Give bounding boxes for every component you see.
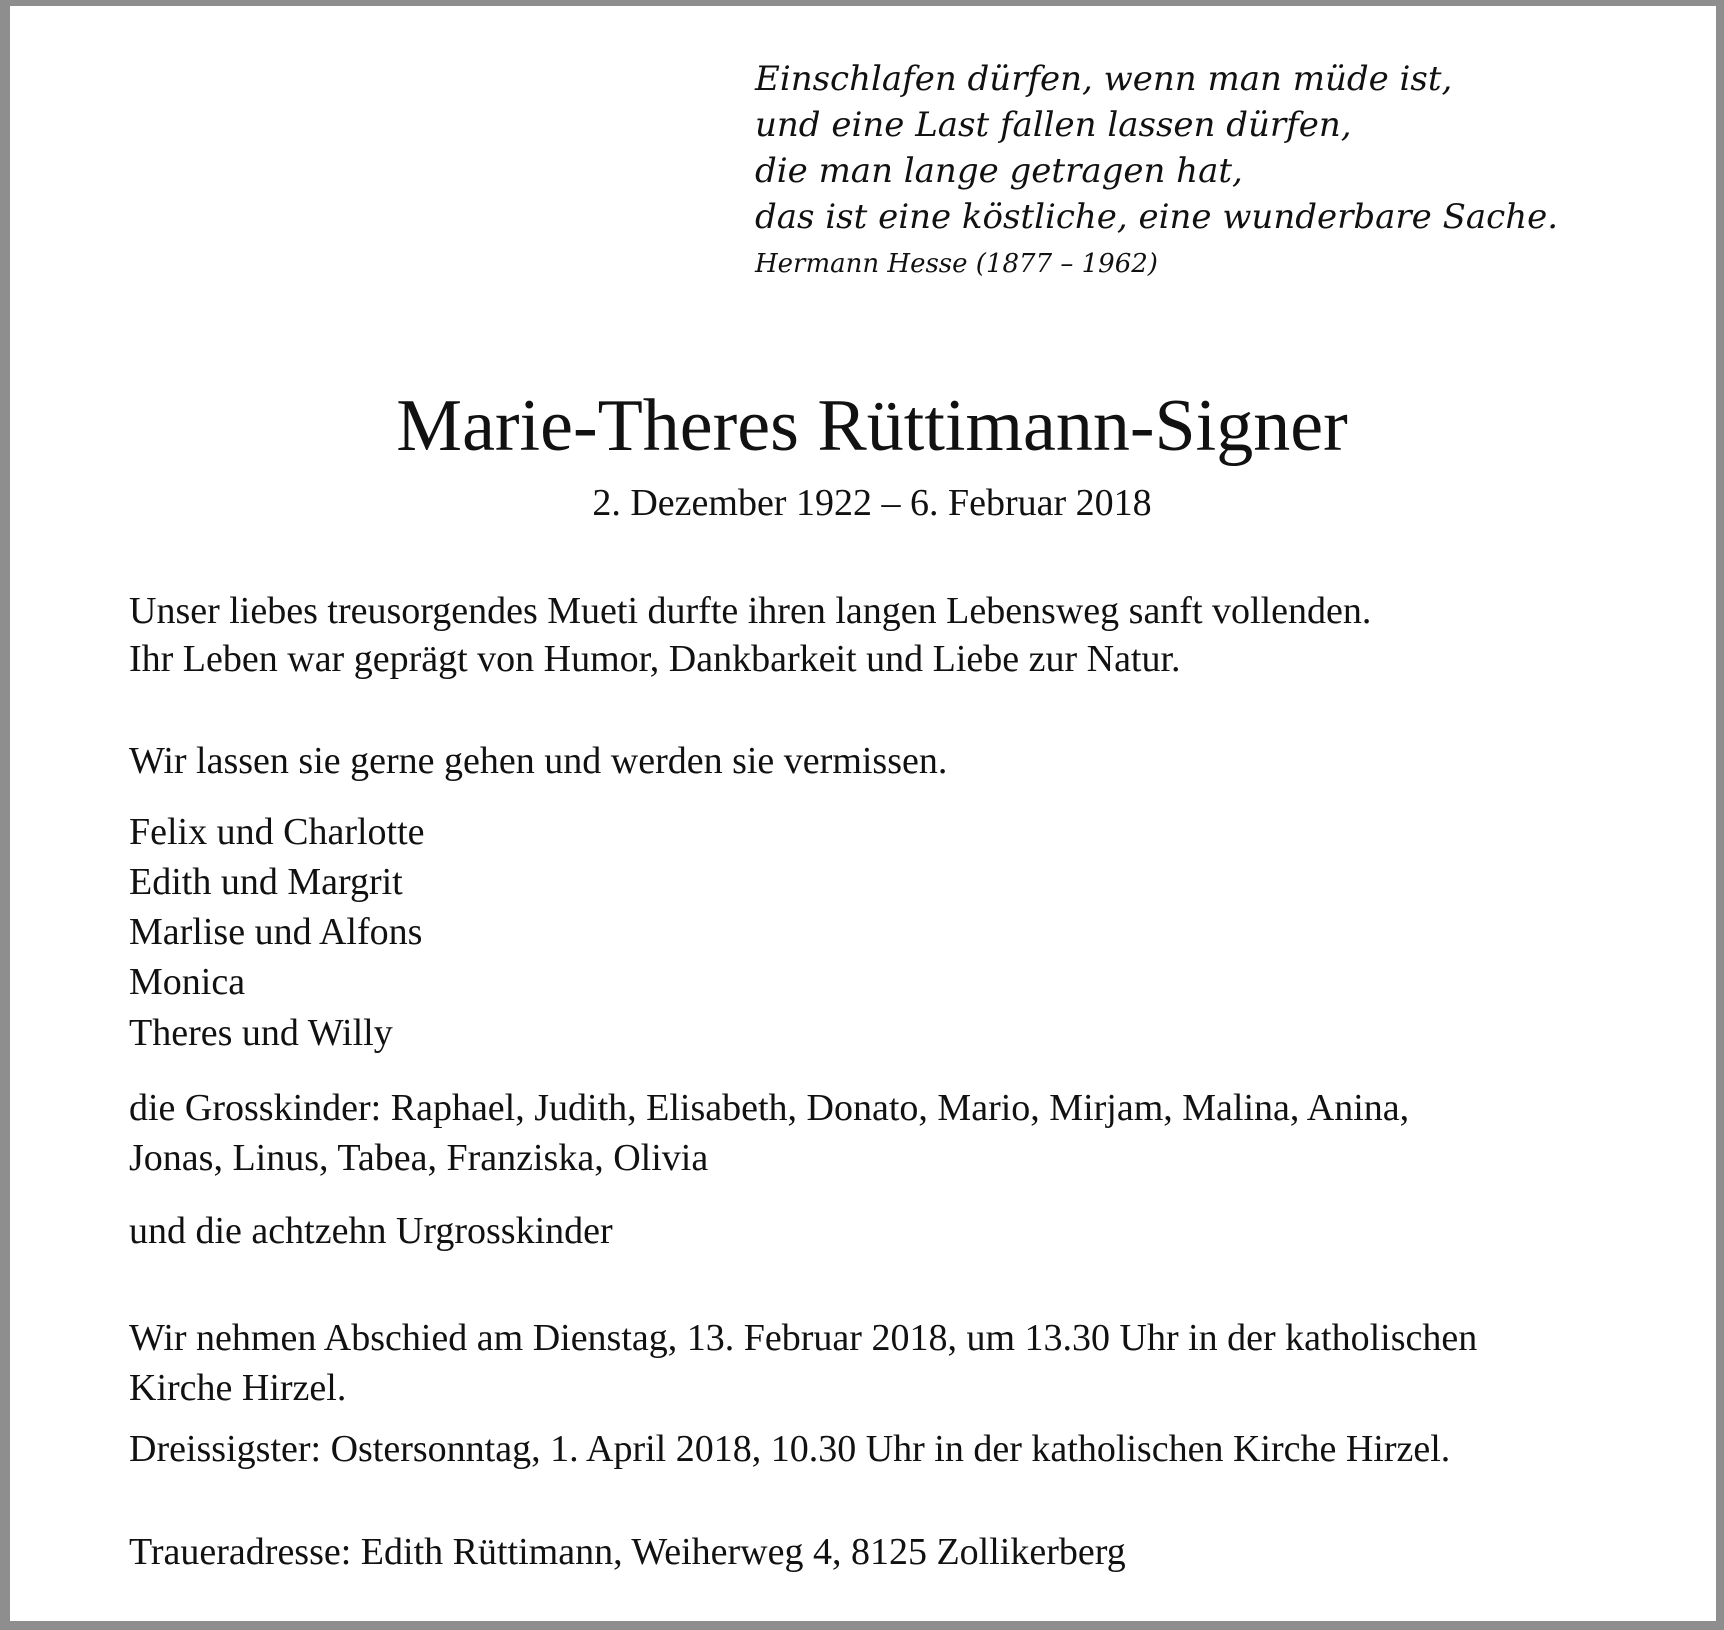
hesse-quote (755, 56, 1558, 284)
great-grandchildren-line: und die achtzehn Urgrosskinder (129, 1210, 613, 1252)
family-child: Marlise und Alfons (129, 911, 423, 953)
farewell-line: Wir lassen sie gerne gehen und werden sie vermissen. (129, 740, 948, 782)
thirtieth-line: Dreissigster: Ostersonntag, 1. April 2018, 10.30 Uhr in der katholischen Kirche Hirzel. (129, 1428, 1451, 1470)
family-child: Felix und Charlotte (129, 811, 425, 853)
life-dates: 2. Dezember 1922 – 6. Februar 2018 (592, 482, 1152, 524)
grandchildren-line: die Grosskinder: Raphael, Judith, Elisabeth, Donato, Mario, Mirjam, Malina, Anina, (129, 1087, 1410, 1129)
family-child: Theres und Willy (129, 1012, 393, 1054)
quote-line: und eine Last fallen lassen dürfen, (755, 105, 1352, 145)
grandchildren-line: Jonas, Linus, Tabea, Franziska, Olivia (129, 1137, 709, 1179)
quote-line: das ist eine köstliche, eine wunderbare Sache. (755, 197, 1559, 237)
service-line: Wir nehmen Abschied am Dienstag, 13. Februar 2018, um 13.30 Uhr in der katholischen (129, 1317, 1478, 1359)
mourning-address: Traueradresse: Edith Rüttimann, Weiherweg 4, 8125 Zollikerberg (129, 1531, 1126, 1573)
quote-line: Einschlafen dürfen, wenn man müde ist, (755, 59, 1453, 99)
family-child: Monica (129, 961, 246, 1003)
message-line: Ihr Leben war geprägt von Humor, Dankbarkeit und Liebe zur Natur. (129, 638, 1181, 680)
quote-author: Hermann Hesse (1877 – 1962) (755, 249, 1158, 279)
service-line: Kirche Hirzel. (129, 1367, 347, 1409)
deceased-name: Marie-Theres Rüttimann-Signer (396, 385, 1348, 467)
family-child: Edith und Margrit (129, 861, 403, 903)
message-line: Unser liebes treusorgendes Mueti durfte ihren langen Lebensweg sanft vollenden. (129, 590, 1372, 632)
quote-line: die man lange getragen hat, (755, 151, 1243, 191)
